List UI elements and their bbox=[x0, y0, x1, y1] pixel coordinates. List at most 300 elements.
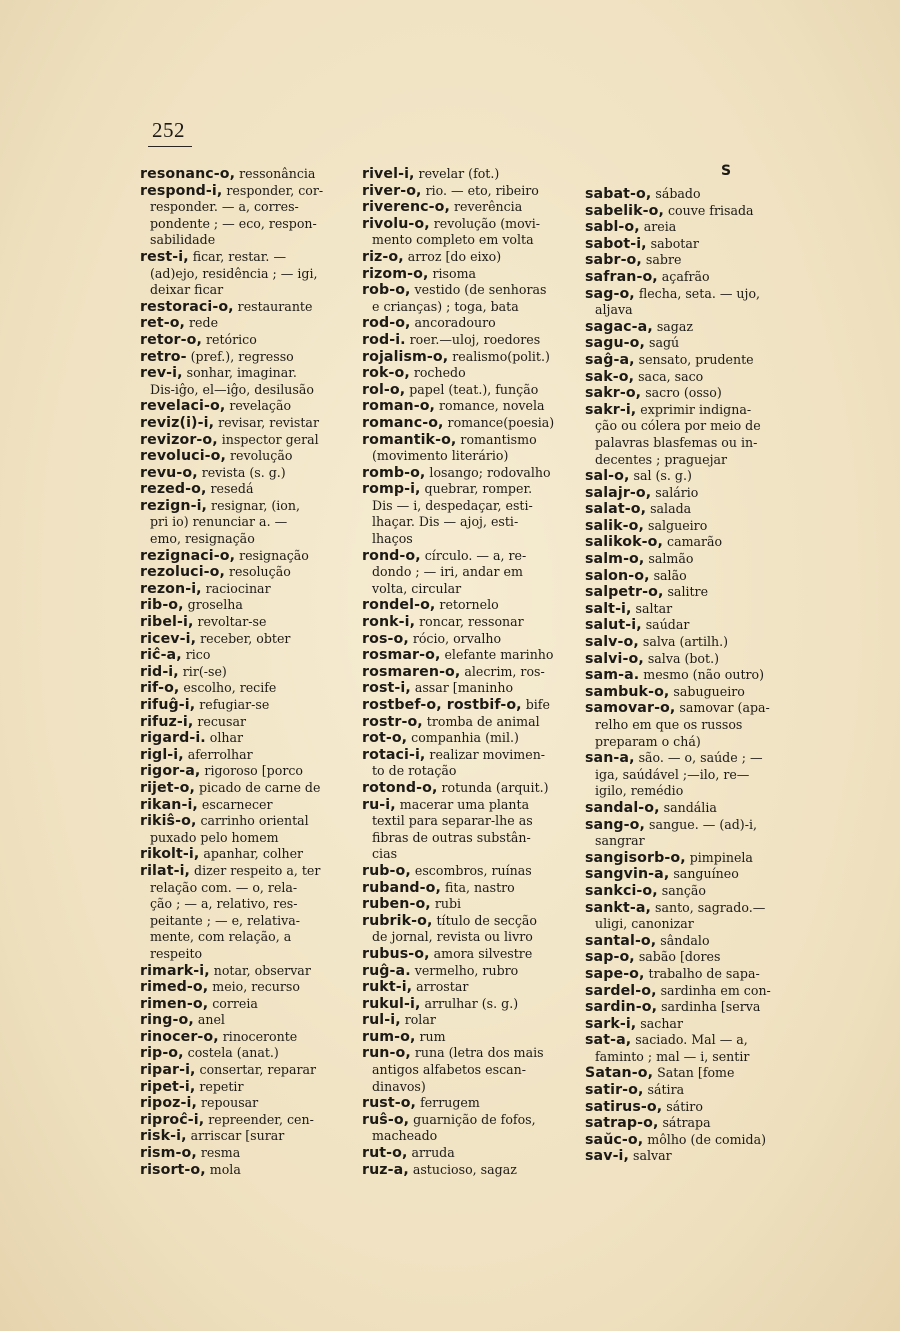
definition-text: salmão bbox=[644, 551, 694, 567]
definition-text: vestido (de senhoras bbox=[410, 282, 547, 298]
headword: riverenc-o, bbox=[362, 199, 450, 216]
headword: resonanc-o, bbox=[140, 166, 236, 182]
definition-text: de jornal, revista ou livro bbox=[372, 929, 533, 945]
definition-text: revista (s. g.) bbox=[197, 464, 286, 480]
entry-continuation bbox=[140, 829, 352, 846]
entry-continuation bbox=[140, 928, 352, 945]
dictionary-entry bbox=[362, 1044, 568, 1061]
headword: sardel-o, bbox=[585, 982, 657, 999]
dictionary-entry bbox=[140, 713, 352, 730]
definition-text: correia bbox=[208, 995, 258, 1011]
definition-text: recusar bbox=[193, 713, 246, 729]
definition-text: guarnição de fofos, bbox=[409, 1111, 536, 1127]
dictionary-entry bbox=[140, 182, 352, 199]
definition-text: salvar bbox=[629, 1148, 672, 1164]
definition-text: mente, com relação, a bbox=[150, 929, 292, 945]
headword: sardin-o, bbox=[585, 999, 658, 1016]
dictionary-entry bbox=[362, 995, 568, 1012]
definition-text: sanguíneo bbox=[669, 866, 739, 882]
headword: satir-o, bbox=[585, 1082, 644, 1099]
headword: sakr-i, bbox=[585, 401, 637, 418]
entry-continuation bbox=[362, 513, 568, 530]
definition-text: sábado bbox=[651, 186, 701, 201]
definition-text: inspector geral bbox=[217, 431, 319, 447]
definition-text: resignar, (ion, bbox=[207, 497, 300, 513]
headword: rok-o, bbox=[362, 365, 410, 382]
headword: rinocer-o, bbox=[140, 1028, 219, 1045]
definition-text: sátrapa bbox=[658, 1115, 711, 1131]
entry-continuation bbox=[585, 782, 797, 799]
dictionary-entry bbox=[362, 381, 568, 398]
definition-text: to de rotação bbox=[372, 763, 457, 779]
entry-continuation bbox=[140, 895, 352, 912]
definition-text: salgueiro bbox=[644, 517, 708, 533]
dictionary-entry bbox=[140, 845, 352, 862]
headword: salik-o, bbox=[585, 517, 645, 534]
definition-text: mento completo em volta bbox=[372, 232, 534, 248]
definition-text: exprimir indigna- bbox=[636, 401, 752, 417]
definition-text: anel bbox=[193, 1012, 225, 1028]
definition-text: quebrar, romper. bbox=[420, 481, 533, 497]
definition-text: título de secção bbox=[432, 912, 537, 928]
headword: sankt-a, bbox=[585, 899, 651, 916]
headword: rob-o, bbox=[362, 282, 411, 299]
entry-continuation bbox=[585, 301, 797, 318]
definition-text: sangue. — (ad)-i, bbox=[645, 816, 757, 832]
dictionary-entry bbox=[362, 779, 568, 796]
definition-text: emo, resignação bbox=[150, 531, 255, 547]
definition-text: relho em que os russos bbox=[595, 717, 743, 732]
entry-continuation bbox=[585, 716, 797, 733]
definition-text: receber, obter bbox=[196, 630, 291, 646]
definition-text: dondo ; — iri, andar em bbox=[372, 564, 523, 580]
definition-text: papel (teat.), função bbox=[405, 381, 539, 397]
definition-text: salva (artilh.) bbox=[638, 634, 729, 650]
dictionary-entry bbox=[585, 899, 797, 916]
column-middle bbox=[362, 165, 568, 1177]
headword: romantik-o, bbox=[362, 431, 457, 448]
dictionary-entry bbox=[585, 865, 797, 882]
definition-text: pimpinela bbox=[685, 849, 753, 865]
entry-continuation bbox=[140, 215, 352, 232]
definition-text: ressonância bbox=[235, 166, 316, 181]
definition-text: runa (letra dos mais bbox=[410, 1045, 544, 1061]
dictionary-entry bbox=[140, 480, 352, 497]
dictionary-entry bbox=[140, 1011, 352, 1028]
headword: ruŝ-o, bbox=[362, 1111, 410, 1128]
definition-text: (movimento literário) bbox=[372, 448, 509, 464]
entry-continuation bbox=[585, 451, 797, 468]
headword: sang-o, bbox=[585, 816, 645, 833]
dictionary-entry bbox=[140, 779, 352, 796]
column-right bbox=[585, 163, 797, 1164]
dictionary-entry bbox=[585, 318, 797, 335]
dictionary-entry bbox=[585, 484, 797, 501]
dictionary-entry bbox=[585, 683, 797, 700]
dictionary-entry bbox=[362, 945, 568, 962]
definition-text: lhaçar. Dis — ajoj, esti- bbox=[372, 514, 519, 530]
dictionary-entry bbox=[585, 235, 797, 252]
dictionary-entry bbox=[585, 633, 797, 650]
definition-text: rede bbox=[185, 315, 219, 331]
definition-text: sonhar, imaginar. bbox=[182, 365, 297, 381]
headword: romp-i, bbox=[362, 481, 421, 498]
entry-continuation bbox=[140, 912, 352, 929]
entry-continuation bbox=[140, 198, 352, 215]
headword: rut-o, bbox=[362, 1145, 408, 1162]
headword: ripar-i, bbox=[140, 1062, 196, 1079]
definition-text: arroz [do eixo) bbox=[403, 248, 502, 264]
definition-text: apanhar, colher bbox=[199, 846, 304, 862]
dictionary-entry bbox=[140, 1094, 352, 1111]
definition-text: ção ou cólera por meio de bbox=[595, 418, 761, 434]
headword: rikiŝ-o, bbox=[140, 813, 197, 830]
definition-text: decentes ; praguejar bbox=[595, 451, 728, 467]
definition-text: sandália bbox=[659, 799, 717, 815]
entry-continuation bbox=[140, 265, 352, 282]
definition-text: arrulhar (s. g.) bbox=[420, 995, 519, 1011]
definition-text: roncar, ressonar bbox=[415, 614, 524, 630]
headword: rul-i, bbox=[362, 1012, 401, 1029]
definition-text: assar [maninho bbox=[410, 680, 514, 696]
dictionary-entry bbox=[362, 182, 568, 199]
definition-text: salário bbox=[651, 484, 699, 500]
dictionary-entry bbox=[362, 464, 568, 481]
dictionary-entry bbox=[585, 218, 797, 235]
definition-text: repetir bbox=[195, 1078, 244, 1094]
definition-text: sacro (osso) bbox=[641, 385, 722, 401]
dictionary-entry bbox=[585, 600, 797, 617]
entry-continuation bbox=[585, 434, 797, 451]
definition-text: rubi bbox=[430, 896, 462, 912]
dictionary-entry bbox=[585, 1147, 797, 1164]
headword: sabat-o, bbox=[585, 186, 652, 202]
headword: rizom-o, bbox=[362, 265, 429, 282]
definition-text: tromba de animal bbox=[422, 713, 540, 729]
dictionary-entry bbox=[362, 431, 568, 448]
entry-continuation bbox=[585, 832, 797, 849]
definition-text: carrinho oriental bbox=[196, 813, 309, 829]
dictionary-entry bbox=[585, 616, 797, 633]
dictionary-entry bbox=[362, 596, 568, 613]
definition-text: deixar ficar bbox=[150, 282, 224, 298]
headword: rubrik-o, bbox=[362, 912, 433, 929]
dictionary-entry bbox=[362, 414, 568, 431]
headword: ronk-i, bbox=[362, 614, 416, 631]
dictionary-entry bbox=[140, 348, 352, 365]
definition-text: resma bbox=[196, 1145, 241, 1161]
definition-text: sândalo bbox=[656, 932, 710, 948]
definition-text: romance(poesia) bbox=[443, 414, 555, 430]
definition-text: sardinha em con- bbox=[656, 982, 771, 998]
dictionary-entry bbox=[585, 1081, 797, 1098]
entry-continuation bbox=[585, 417, 797, 434]
headword: sam-a. bbox=[585, 667, 640, 684]
dictionary-entry bbox=[362, 364, 568, 381]
headword: run-o, bbox=[362, 1045, 411, 1062]
dictionary-entry bbox=[362, 862, 568, 879]
definition-text: dizer respeito a, ter bbox=[190, 862, 321, 878]
definition-text: companhia (mil.) bbox=[407, 730, 519, 746]
headword: sakr-o, bbox=[585, 385, 642, 402]
definition-text: sachar bbox=[636, 1015, 683, 1031]
definition-text: macerar uma planta bbox=[395, 796, 530, 812]
dictionary-entry bbox=[585, 849, 797, 866]
dictionary-entry bbox=[585, 816, 797, 833]
headword: rif-o, bbox=[140, 680, 180, 697]
definition-text: sabotar bbox=[646, 235, 699, 251]
dictionary-entry bbox=[140, 1144, 352, 1161]
dictionary-entry bbox=[585, 965, 797, 982]
dictionary-entry bbox=[140, 630, 352, 647]
definition-text: palavras blasfemas ou in- bbox=[595, 434, 758, 450]
definition-text: salitre bbox=[663, 584, 709, 600]
headword: sap-o, bbox=[585, 949, 635, 966]
entry-continuation bbox=[362, 928, 568, 945]
dictionary-entry bbox=[140, 596, 352, 613]
entry-continuation bbox=[585, 915, 797, 932]
headword: rostbef-o, rostbif-o, bbox=[362, 697, 522, 713]
headword: ru-i, bbox=[362, 796, 396, 813]
headword: saĝ-a, bbox=[585, 351, 635, 368]
definition-text: rolar bbox=[400, 1012, 436, 1028]
definition-text: retornelo bbox=[435, 597, 499, 613]
headword: satrap-o, bbox=[585, 1115, 659, 1132]
definition-text: saciado. Mal — a, bbox=[631, 1032, 748, 1048]
definition-text: amora silvestre bbox=[429, 945, 533, 961]
headword: risort-o, bbox=[140, 1161, 206, 1178]
headword: romanc-o, bbox=[362, 414, 444, 431]
dictionary-entry bbox=[140, 663, 352, 680]
dictionary-entry bbox=[585, 882, 797, 899]
headword: salm-o, bbox=[585, 551, 645, 568]
headword: ruben-o, bbox=[362, 896, 431, 913]
entry-continuation bbox=[362, 580, 568, 597]
headword: salt-i, bbox=[585, 600, 632, 617]
entry-continuation bbox=[140, 513, 352, 530]
definition-text: repousar bbox=[196, 1095, 259, 1111]
dictionary-entry bbox=[362, 1144, 568, 1161]
definition-text: ção ; — a, relativo, res- bbox=[150, 896, 298, 912]
headword: rest-i, bbox=[140, 248, 189, 265]
definition-text: (pref.), regresso bbox=[186, 348, 294, 364]
definition-text: môlho (de comida) bbox=[643, 1131, 767, 1147]
dictionary-entry bbox=[362, 613, 568, 630]
dictionary-entry bbox=[140, 1127, 352, 1144]
dictionary-entry bbox=[362, 646, 568, 663]
dictionary-entry bbox=[362, 879, 568, 896]
dictionary-entry bbox=[140, 547, 352, 564]
dictionary-entry bbox=[362, 1028, 568, 1045]
headword: rost-i, bbox=[362, 680, 411, 697]
dictionary-entry bbox=[362, 331, 568, 348]
definition-text: açafrão bbox=[657, 268, 710, 284]
definition-text: rum bbox=[415, 1028, 446, 1044]
dictionary-entry bbox=[140, 580, 352, 597]
dictionary-entry bbox=[362, 895, 568, 912]
definition-text: retórico bbox=[201, 331, 257, 347]
headword: sagu-o, bbox=[585, 335, 645, 352]
dictionary-entry bbox=[362, 713, 568, 730]
dictionary-entry bbox=[362, 547, 568, 564]
definition-text: olhar bbox=[205, 730, 244, 746]
dictionary-entry bbox=[585, 517, 797, 534]
dictionary-entry bbox=[585, 932, 797, 949]
headword: reviz(i)-i, bbox=[140, 414, 215, 431]
definition-text: círculo. — a, re- bbox=[420, 547, 527, 563]
dictionary-entry bbox=[140, 165, 352, 182]
headword: risk-i, bbox=[140, 1128, 187, 1145]
entry-continuation bbox=[140, 530, 352, 547]
entry-continuation bbox=[362, 530, 568, 547]
definition-text: astucioso, sagaz bbox=[408, 1161, 517, 1177]
definition-text: salada bbox=[646, 501, 692, 517]
definition-text: areia bbox=[639, 219, 677, 235]
definition-text: notar, observar bbox=[209, 962, 311, 978]
headword: rikolt-i, bbox=[140, 846, 200, 863]
definition-text: meio, recurso bbox=[208, 979, 300, 995]
definition-text: raciocinar bbox=[201, 580, 271, 596]
headword: rub-o, bbox=[362, 862, 411, 879]
definition-text: igilo, remédio bbox=[595, 783, 684, 799]
dictionary-entry bbox=[140, 431, 352, 448]
definition-text: losango; rodovalho bbox=[425, 464, 551, 480]
dictionary-entry bbox=[362, 746, 568, 763]
dictionary-entry bbox=[362, 663, 568, 680]
definition-text: revolução (movi- bbox=[429, 215, 541, 231]
headword: ros-o, bbox=[362, 630, 409, 647]
headword: rezon-i, bbox=[140, 580, 202, 597]
dictionary-entry bbox=[585, 749, 797, 766]
definition-text: uligi, canonizar bbox=[595, 916, 694, 932]
dictionary-entry bbox=[585, 1114, 797, 1131]
definition-text: respeito bbox=[150, 945, 203, 961]
definition-text: rochedo bbox=[409, 365, 466, 381]
definition-text: mesmo (não outro) bbox=[639, 667, 765, 683]
headword: rond-o, bbox=[362, 547, 421, 564]
dictionary-entry bbox=[140, 746, 352, 763]
definition-text: sabre bbox=[641, 252, 682, 268]
definition-text: bife bbox=[521, 697, 550, 712]
dictionary-entry bbox=[362, 265, 568, 282]
definition-text: textil para separar-lhe as bbox=[372, 813, 533, 829]
definition-text: arriscar [surar bbox=[186, 1128, 285, 1144]
definition-text: romantismo bbox=[456, 431, 537, 447]
dictionary-entry bbox=[140, 696, 352, 713]
headword: rum-o, bbox=[362, 1028, 416, 1045]
definition-text: e crianças) ; toga, bata bbox=[372, 298, 519, 314]
definition-text: sensato, prudente bbox=[634, 351, 754, 367]
dictionary-entry bbox=[585, 1031, 797, 1048]
dictionary-entry bbox=[362, 314, 568, 331]
headword: sangvin-a, bbox=[585, 866, 670, 883]
dictionary-entry bbox=[140, 995, 352, 1012]
dictionary-entry bbox=[585, 384, 797, 401]
dictionary-entry bbox=[362, 1011, 568, 1028]
definition-text: rio. — eto, ribeiro bbox=[421, 182, 539, 198]
dictionary-entry bbox=[585, 1098, 797, 1115]
headword: rotond-o, bbox=[362, 779, 438, 796]
headword: rikan-i, bbox=[140, 796, 198, 813]
definition-text: (ad)ejo, residência ; — igi, bbox=[150, 265, 318, 281]
dictionary-entry bbox=[585, 202, 797, 219]
definition-text: puxado pelo homem bbox=[150, 829, 279, 845]
dictionary-entry bbox=[140, 729, 352, 746]
definition-text: rigoroso [porco bbox=[200, 763, 303, 779]
dictionary-entry bbox=[140, 1078, 352, 1095]
entry-continuation bbox=[362, 497, 568, 514]
definition-text: rir(-se) bbox=[178, 663, 227, 679]
headword: retor-o, bbox=[140, 331, 202, 348]
headword: rol-o, bbox=[362, 381, 406, 398]
dictionary-entry bbox=[362, 165, 568, 182]
entry-continuation bbox=[362, 845, 568, 862]
definition-text: arrostar bbox=[412, 979, 469, 995]
headword: rigor-a, bbox=[140, 763, 201, 780]
dictionary-entry bbox=[362, 679, 568, 696]
headword: ricev-i, bbox=[140, 630, 197, 647]
definition-text: samovar (apa- bbox=[675, 700, 770, 716]
headword: ruz-a, bbox=[362, 1161, 409, 1178]
headword: revoluci-o, bbox=[140, 448, 226, 465]
definition-text: responder. — a, corres- bbox=[150, 199, 299, 215]
headword: rifuĝ-i, bbox=[140, 697, 196, 713]
headword: safran-o, bbox=[585, 268, 658, 285]
definition-text: saúdar bbox=[641, 617, 690, 633]
headword: rifuz-i, bbox=[140, 713, 194, 730]
dictionary-entry bbox=[362, 281, 568, 298]
headword: rilat-i, bbox=[140, 862, 191, 879]
definition-text: escolho, recife bbox=[179, 680, 277, 696]
dictionary-entry bbox=[140, 563, 352, 580]
definition-text: flecha, seta. — ujo, bbox=[634, 285, 761, 301]
definition-text: sagú bbox=[645, 335, 680, 351]
headword: sal-o, bbox=[585, 468, 630, 485]
dictionary-entry bbox=[140, 331, 352, 348]
entry-continuation bbox=[362, 812, 568, 829]
definition-text: são. — o, saúde ; — bbox=[634, 750, 763, 766]
definition-text: rico bbox=[181, 647, 211, 663]
definition-text: alecrim, ros- bbox=[460, 663, 545, 679]
dictionary-entry bbox=[362, 198, 568, 215]
dictionary-entry bbox=[140, 1028, 352, 1045]
headword: ruband-o, bbox=[362, 879, 442, 896]
definition-text: responder, cor- bbox=[222, 182, 324, 198]
definition-text: escarnecer bbox=[197, 796, 273, 812]
definition-text: fita, nastro bbox=[441, 879, 515, 895]
dictionary-entry bbox=[362, 1161, 568, 1178]
dictionary-entry bbox=[362, 397, 568, 414]
entry-continuation bbox=[362, 1127, 568, 1144]
headword: salat-o, bbox=[585, 501, 647, 518]
dictionary-entry bbox=[140, 613, 352, 630]
headword: salpetr-o, bbox=[585, 584, 664, 601]
entry-continuation bbox=[140, 381, 352, 398]
dictionary-entry bbox=[362, 796, 568, 813]
entry-continuation bbox=[140, 879, 352, 896]
definition-text: revelação bbox=[225, 398, 292, 414]
dictionary-entry bbox=[140, 1061, 352, 1078]
dictionary-entry bbox=[585, 550, 797, 567]
dictionary-entry bbox=[585, 368, 797, 385]
definition-text: aljava bbox=[595, 302, 633, 318]
headword: sak-o, bbox=[585, 368, 635, 385]
headword: rigard-i. bbox=[140, 730, 206, 747]
page-number-rule bbox=[148, 146, 192, 147]
headword: ret-o, bbox=[140, 315, 186, 332]
headword: rev-i, bbox=[140, 365, 183, 382]
dictionary-entry bbox=[585, 982, 797, 999]
